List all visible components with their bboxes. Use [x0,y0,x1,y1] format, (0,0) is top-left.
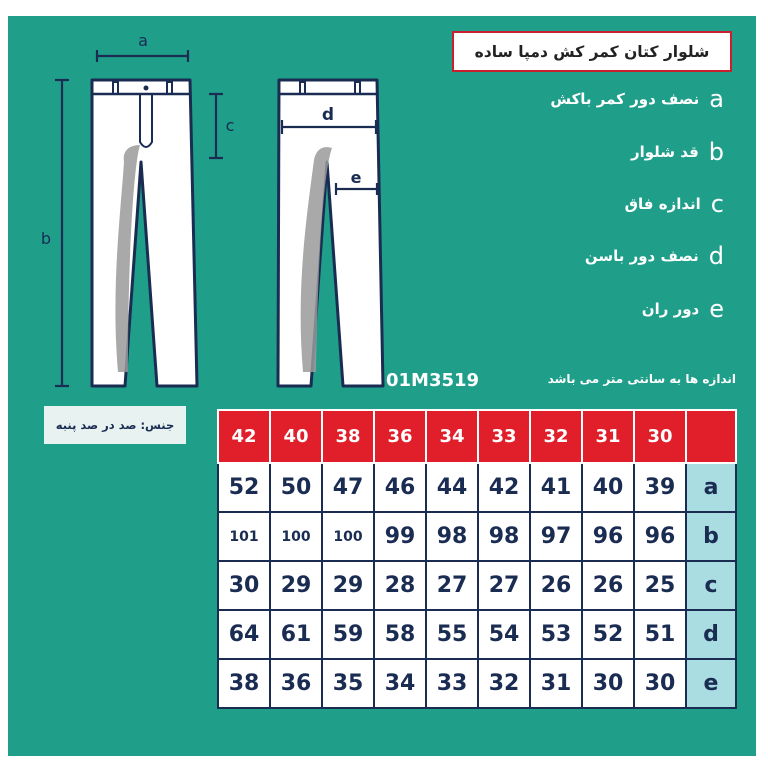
table-cell: 100 [270,512,322,561]
table-cell: 99 [374,512,426,561]
table-cell: 52 [582,610,634,659]
legend-item-b [631,137,724,167]
table-cell: 50 [270,463,322,512]
table-cell: 40 [582,463,634,512]
table-cell: 61 [270,610,322,659]
size-header: 32 [530,410,582,463]
table-cell: 44 [426,463,478,512]
table-cell: 28 [374,561,426,610]
table-cell: 36 [270,659,322,708]
table-cell: 26 [582,561,634,610]
table-cell: 98 [426,512,478,561]
size-header: 38 [322,410,374,463]
size-header: 36 [374,410,426,463]
table-row [218,561,736,610]
units-note: اندازه ها به سانتی متر می باشد [547,372,736,386]
table-cell: 59 [322,610,374,659]
legend-label: اندازه فاق [624,195,701,213]
table-cell: 30 [634,659,686,708]
row-key: c [686,561,736,610]
table-cell: 33 [426,659,478,708]
legend-item-a [550,84,724,114]
product-title: شلوار کتان کمر کش دمپا ساده [452,31,732,72]
table-cell: 96 [582,512,634,561]
size-header: 42 [218,410,270,463]
table-cell: 47 [322,463,374,512]
label-c: c [225,116,235,135]
table-row [218,512,736,561]
legend-key: b [708,138,724,166]
table-cell: 29 [322,561,374,610]
row-key: d [686,610,736,659]
legend-item-e [642,294,724,324]
front-pants [92,80,197,386]
label-d: d [321,105,335,125]
legend-label: قد شلوار [631,143,699,161]
table-cell: 29 [270,561,322,610]
table-cell: 96 [634,512,686,561]
size-header: 40 [270,410,322,463]
table-cell: 30 [218,561,270,610]
table-cell: 58 [374,610,426,659]
product-code: 01M3519 [386,370,480,391]
table-cell: 39 [634,463,686,512]
table-cell: 26 [530,561,582,610]
legend-key: e [709,295,724,323]
row-key: b [686,512,736,561]
row-key: a [686,463,736,512]
size-header: 33 [478,410,530,463]
table-cell: 35 [322,659,374,708]
table-cell: 46 [374,463,426,512]
table-cell: 27 [478,561,530,610]
table-cell: 101 [218,512,270,561]
table-cell: 100 [322,512,374,561]
legend-key: a [709,85,724,113]
material-label: جنس: صد در صد پنبه [44,406,186,444]
label-a: a [138,31,148,50]
table-cell: 31 [530,659,582,708]
size-table [217,409,737,709]
table-cell: 51 [634,610,686,659]
table-cell: 30 [582,659,634,708]
row-key: e [686,659,736,708]
header-corner [686,410,736,463]
legend-item-d [585,241,724,271]
table-cell: 32 [478,659,530,708]
table-cell: 42 [478,463,530,512]
table-cell: 98 [478,512,530,561]
label-e: e [350,168,362,187]
label-b: b [40,229,52,248]
table-cell: 53 [530,610,582,659]
table-row [218,610,736,659]
table-cell: 27 [426,561,478,610]
table-row [218,659,736,708]
legend-key: c [710,190,724,218]
table-cell: 38 [218,659,270,708]
table-row [218,463,736,512]
legend-label: دور ران [641,300,700,318]
table-cell: 52 [218,463,270,512]
table-header-row [218,410,736,463]
legend-label: نصف دور باسن [584,247,699,265]
table-cell: 34 [374,659,426,708]
legend-label: نصف دور کمر باکش [550,90,700,108]
size-header: 30 [634,410,686,463]
table-cell: 25 [634,561,686,610]
size-header: 34 [426,410,478,463]
table-cell: 41 [530,463,582,512]
table-cell: 54 [478,610,530,659]
table-cell: 64 [218,610,270,659]
table-cell: 97 [530,512,582,561]
legend-key: d [708,242,724,270]
legend-item-c [625,189,724,219]
table-cell: 55 [426,610,478,659]
size-header: 31 [582,410,634,463]
